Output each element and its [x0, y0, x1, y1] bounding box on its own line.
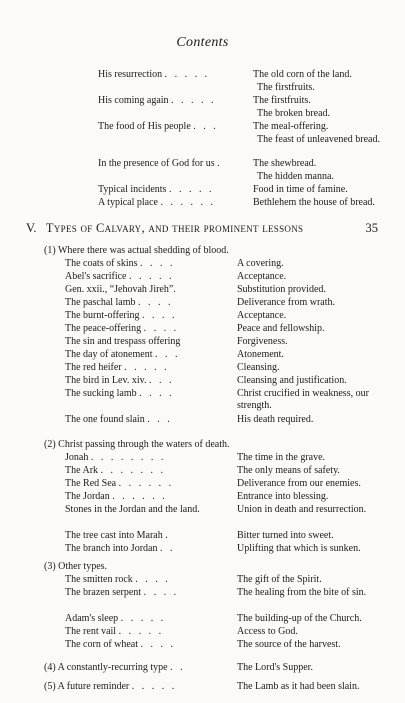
entry-label: Stones in the Jordan and the land. — [65, 504, 200, 515]
entry-meaning: Atonement. — [237, 349, 284, 360]
entry-meaning: Access to God. — [237, 626, 298, 637]
page-title: Contents — [176, 35, 229, 50]
entry-label: The burnt-offering . . . . — [65, 310, 178, 321]
entry-meaning: His death required. — [237, 414, 314, 425]
entry-meaning: The hidden manna. — [257, 171, 334, 182]
entry-meaning: Deliverance from wrath. — [237, 297, 336, 308]
entry-meaning: The source of the harvest. — [237, 639, 341, 650]
entry-meaning: The Lamb as it had been slain. — [237, 681, 360, 692]
entry-meaning: Uplifting that which is sunken. — [237, 543, 361, 554]
entry-label: The sin and trespass offering — [65, 336, 181, 347]
subsection-heading: (2) Christ passing through the waters of death. — [44, 439, 230, 450]
entry-label: The branch into Jordan . . — [65, 543, 175, 554]
entry-meaning: The shewbread. — [253, 158, 317, 169]
entry-meaning: Substitution provided. — [237, 284, 326, 295]
entry-meaning: The feast of unleavened bread. — [257, 134, 380, 145]
entry-meaning: The old corn of the land. — [253, 69, 352, 80]
entry-label: The sucking lamb . . . . — [65, 388, 175, 399]
entry-label: Gen. xxii., “Jehovah Jireh”. — [65, 284, 176, 295]
entry-label: The tree cast into Marah . — [65, 530, 171, 541]
entry-label: The red heifer . . . . . — [65, 362, 170, 373]
subsection-heading: (1) Where there was actual shedding of blood. — [44, 245, 229, 256]
entry-label: His coming again . . . . . — [98, 95, 217, 106]
entry-label: The brazen serpent . . . . — [65, 587, 179, 598]
entry-label: The smitten rock . . . . — [65, 574, 171, 585]
entry-meaning: Acceptance. — [237, 310, 287, 321]
section-number: V. — [26, 221, 37, 235]
entry-meaning: Union in death and resurrection. — [237, 504, 367, 515]
entry-meaning: A covering. — [237, 258, 284, 269]
entry-label: The food of His people . . . — [98, 121, 219, 132]
entry-label: The day of atonement . . . — [65, 349, 180, 360]
entry-meaning: The firstfruits. — [257, 82, 315, 93]
entry-meaning: The healing from the bite of sin. — [237, 587, 367, 598]
subsection-heading: (5) A future reminder . . . . . — [44, 681, 177, 692]
entry-meaning: The only means of safety. — [237, 465, 340, 476]
entry-label: Adam's sleep . . . . . — [65, 613, 166, 624]
entry-label: Jonah . . . . . . . . — [65, 452, 166, 463]
entry-meaning: The building-up of the Church. — [237, 613, 362, 624]
entry-meaning: The gift of the Spirit. — [237, 574, 322, 585]
entry-label: Abel's sacrifice . . . . . — [65, 271, 174, 282]
section-page-number: 35 — [365, 221, 378, 235]
entry-label: The bird in Lev. xiv. . . . — [65, 375, 174, 386]
subsection-heading: (4) A constantly-recurring type . . — [44, 662, 186, 673]
entry-label: In the presence of God for us . — [98, 158, 223, 169]
entry-label: The rent vail . . . . . — [65, 626, 164, 637]
section-heading — [26, 222, 378, 234]
entry-meaning: Forgiveness. — [237, 336, 288, 347]
entry-label: The Red Sea . . . . . . — [65, 478, 174, 489]
entry-meaning: Bitter turned into sweet. — [237, 530, 334, 541]
entry-meaning: Peace and fellowship. — [237, 323, 325, 334]
entry-meaning: The meal-offering. — [253, 121, 329, 132]
entry-label: The Jordan . . . . . . — [65, 491, 168, 502]
entry-meaning: Entrance into blessing. — [237, 491, 329, 502]
entry-label: The corn of wheat . . . . — [65, 639, 176, 650]
entry-label: A typical place . . . . . . — [98, 197, 216, 208]
entry-meaning: The time in the grave. — [237, 452, 326, 463]
entry-label: The peace-offering . . . . — [65, 323, 179, 334]
entry-meaning: Deliverance from our enemies. — [237, 478, 361, 489]
entry-label: The coats of skins . . . . — [65, 258, 175, 269]
entry-meaning: Acceptance. — [237, 271, 287, 282]
entry-meaning: The Lord's Supper. — [237, 662, 313, 673]
subsection-heading: (3) Other types. — [44, 561, 108, 572]
entry-meaning: Cleansing and justification. — [237, 375, 347, 386]
entry-label: His resurrection . . . . . — [98, 69, 210, 80]
entry-meaning: The broken bread. — [257, 108, 331, 119]
entry-label: The paschal lamb . . . . — [65, 297, 174, 308]
entry-meaning: Cleansing. — [237, 362, 280, 373]
entry-label: The Ark . . . . . . . — [65, 465, 166, 476]
entry-label: The one found slain . . . — [65, 414, 173, 425]
entry-meaning: The firstfruits. — [253, 95, 311, 106]
entry-label: Typical incidents . . . . . — [98, 184, 214, 195]
entry-meaning: Christ crucified in weakness, our strength. — [237, 388, 369, 411]
section-title: Types of Calvary, and their prominent lessons — [45, 221, 304, 235]
entry-meaning: Food in time of famine. — [253, 184, 348, 195]
entry-meaning: Bethlehem the house of bread. — [253, 197, 375, 208]
